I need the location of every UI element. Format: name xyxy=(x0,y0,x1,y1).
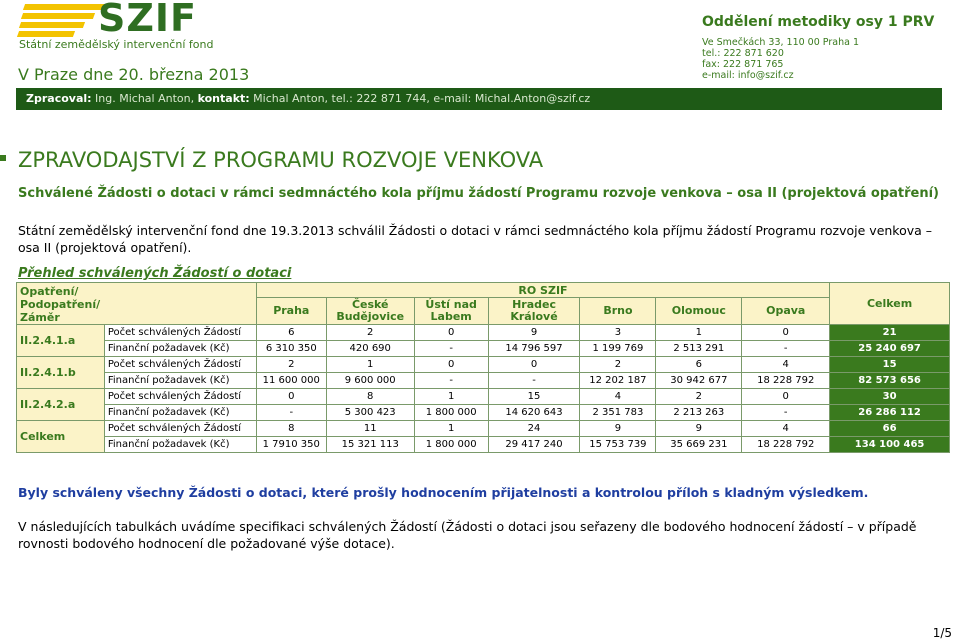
row-label: Počet schválených Žádostí xyxy=(104,357,256,373)
count-cell: 9 xyxy=(488,325,580,341)
address: Ve Smečkách 33, 110 00 Praha 1 xyxy=(702,37,859,48)
request-cell: 6 310 350 xyxy=(256,341,326,357)
count-cell: 1 xyxy=(414,389,488,405)
measure-cell: II.2.4.1.b xyxy=(17,357,105,389)
author-label: Zpracoval: xyxy=(26,92,92,105)
request-total-cell: 26 286 112 xyxy=(830,405,950,421)
table-title: Přehled schválených Žádostí o dotaci xyxy=(18,266,292,281)
request-cell: 18 228 792 xyxy=(742,437,830,453)
count-cell: 1 xyxy=(414,421,488,437)
request-cell: 14 796 597 xyxy=(488,341,580,357)
request-cell: 12 202 187 xyxy=(580,373,656,389)
request-cell: 5 300 423 xyxy=(326,405,414,421)
request-cell: 1 800 000 xyxy=(414,405,488,421)
table-row xyxy=(17,357,950,373)
bullet-icon xyxy=(0,155,6,161)
count-cell: 0 xyxy=(742,325,830,341)
row-label: Finanční požadavek (Kč) xyxy=(104,373,256,389)
column-header: Olomouc xyxy=(656,298,742,325)
count-cell: 15 xyxy=(488,389,580,405)
count-cell: 4 xyxy=(742,421,830,437)
request-cell: 18 228 792 xyxy=(742,373,830,389)
request-cell: 1 199 769 xyxy=(580,341,656,357)
request-cell: 2 213 263 xyxy=(656,405,742,421)
explanation-paragraph: V následujících tabulkách uvádíme specifikaci schválených Žádostí (Žádosti o dotaci jsou seřazeny dle bodového hodnocení žádostí – v případě rovnosti bodového hodnocení dle požadované výše dotace). xyxy=(18,519,917,551)
count-cell: 4 xyxy=(742,357,830,373)
count-cell: 2 xyxy=(256,357,326,373)
row-label: Počet schválených Žádostí xyxy=(104,325,256,341)
column-header: Praha xyxy=(256,298,326,325)
count-cell: 9 xyxy=(656,421,742,437)
request-cell: - xyxy=(414,341,488,357)
column-header: Opava xyxy=(742,298,830,325)
table-row xyxy=(17,373,950,389)
measure-cell: Celkem xyxy=(17,421,105,453)
count-cell: 2 xyxy=(580,357,656,373)
count-cell: 11 xyxy=(326,421,414,437)
author-value: Ing. Michal Anton, xyxy=(91,92,198,105)
count-total-cell: 66 xyxy=(830,421,950,437)
table-row xyxy=(17,389,950,405)
measure-cell: II.2.4.1.a xyxy=(17,325,105,357)
request-cell: 1 7910 350 xyxy=(256,437,326,453)
phone: tel.: 222 871 620 xyxy=(702,48,784,59)
total-header: Celkem xyxy=(830,283,950,325)
count-cell: 9 xyxy=(580,421,656,437)
department-contact xyxy=(702,37,859,81)
table-row xyxy=(17,341,950,357)
request-cell: - xyxy=(488,373,580,389)
fax: fax: 222 871 765 xyxy=(702,59,784,70)
request-total-cell: 25 240 697 xyxy=(830,341,950,357)
count-cell: 4 xyxy=(580,389,656,405)
count-cell: 0 xyxy=(414,357,488,373)
count-total-cell: 21 xyxy=(830,325,950,341)
count-cell: 1 xyxy=(656,325,742,341)
request-cell: - xyxy=(256,405,326,421)
request-cell: 2 513 291 xyxy=(656,341,742,357)
count-cell: 8 xyxy=(256,421,326,437)
column-header: České Budějovice xyxy=(326,298,414,325)
count-cell: 2 xyxy=(326,325,414,341)
count-cell: 0 xyxy=(488,357,580,373)
count-cell: 0 xyxy=(742,389,830,405)
row-label: Finanční požadavek (Kč) xyxy=(104,437,256,453)
request-cell: 35 669 231 xyxy=(656,437,742,453)
count-cell: 24 xyxy=(488,421,580,437)
corner-header: Opatření/ Podopatření/ Záměr xyxy=(17,283,257,325)
request-total-cell: 134 100 465 xyxy=(830,437,950,453)
measure-cell: II.2.4.2.a xyxy=(17,389,105,421)
request-cell: 2 351 783 xyxy=(580,405,656,421)
count-cell: 8 xyxy=(326,389,414,405)
approval-table xyxy=(16,282,950,453)
request-cell: 11 600 000 xyxy=(256,373,326,389)
request-cell: 420 690 xyxy=(326,341,414,357)
request-cell: 29 417 240 xyxy=(488,437,580,453)
contact-value: Michal Anton, tel.: 222 871 744, e-mail: Michal.Anton@szif.cz xyxy=(249,92,591,105)
logo-subtitle: Státní zemědělský intervenční fond xyxy=(19,38,214,51)
count-cell: 6 xyxy=(256,325,326,341)
page-title: ZPRAVODAJSTVÍ Z PROGRAMU ROZVOJE VENKOVA xyxy=(18,148,544,172)
table-row xyxy=(17,437,950,453)
page-subtitle: Schválené Žádosti o dotaci v rámci sedmnáctého kola příjmu žádostí Programu rozvoje venkova – osa II (projektová opatření) xyxy=(18,186,939,201)
row-label: Počet schválených Žádostí xyxy=(104,389,256,405)
contact-label: kontakt: xyxy=(197,92,250,105)
request-cell: - xyxy=(742,341,830,357)
request-cell: 9 600 000 xyxy=(326,373,414,389)
logo-text: SZIF xyxy=(98,0,198,40)
intro-paragraph: Státní zemědělský intervenční fond dne 19.3.2013 schválil Žádosti o dotaci v rámci sedmnáctého kola příjmu žádostí Programu rozvoje venkova – osa II (projektová opatření). xyxy=(18,223,933,255)
page-number: 1/5 xyxy=(932,626,952,640)
row-label: Finanční požadavek (Kč) xyxy=(104,405,256,421)
summary-text: Byly schváleny všechny Žádosti o dotaci, které prošly hodnocením přijatelnosti a kontrolou příloh s kladným výsledkem. xyxy=(18,485,869,500)
column-header: Hradec Králové xyxy=(488,298,580,325)
department-title: Oddělení metodiky osy 1 PRV xyxy=(702,14,935,30)
count-cell: 2 xyxy=(656,389,742,405)
row-label: Počet schválených Žádostí xyxy=(104,421,256,437)
count-cell: 3 xyxy=(580,325,656,341)
ro-szif-header: RO SZIF xyxy=(256,283,829,298)
author-bar xyxy=(16,88,942,110)
count-total-cell: 15 xyxy=(830,357,950,373)
szif-logo xyxy=(18,2,238,54)
request-total-cell: 82 573 656 xyxy=(830,373,950,389)
request-cell: - xyxy=(414,373,488,389)
request-cell: 15 321 113 xyxy=(326,437,414,453)
logo-stripes-icon xyxy=(18,4,104,36)
row-label: Finanční požadavek (Kč) xyxy=(104,341,256,357)
request-cell: 30 942 677 xyxy=(656,373,742,389)
count-total-cell: 30 xyxy=(830,389,950,405)
table-row xyxy=(17,421,950,437)
document-date: V Praze dne 20. března 2013 xyxy=(18,65,250,84)
request-cell: 15 753 739 xyxy=(580,437,656,453)
table-row xyxy=(17,405,950,421)
count-cell: 6 xyxy=(656,357,742,373)
count-cell: 1 xyxy=(326,357,414,373)
request-cell: 1 800 000 xyxy=(414,437,488,453)
request-cell: 14 620 643 xyxy=(488,405,580,421)
table-row xyxy=(17,325,950,341)
request-cell: - xyxy=(742,405,830,421)
email[interactable]: e-mail: info@szif.cz xyxy=(702,70,794,81)
column-header: Ústí nad Labem xyxy=(414,298,488,325)
count-cell: 0 xyxy=(414,325,488,341)
column-header: Brno xyxy=(580,298,656,325)
count-cell: 0 xyxy=(256,389,326,405)
